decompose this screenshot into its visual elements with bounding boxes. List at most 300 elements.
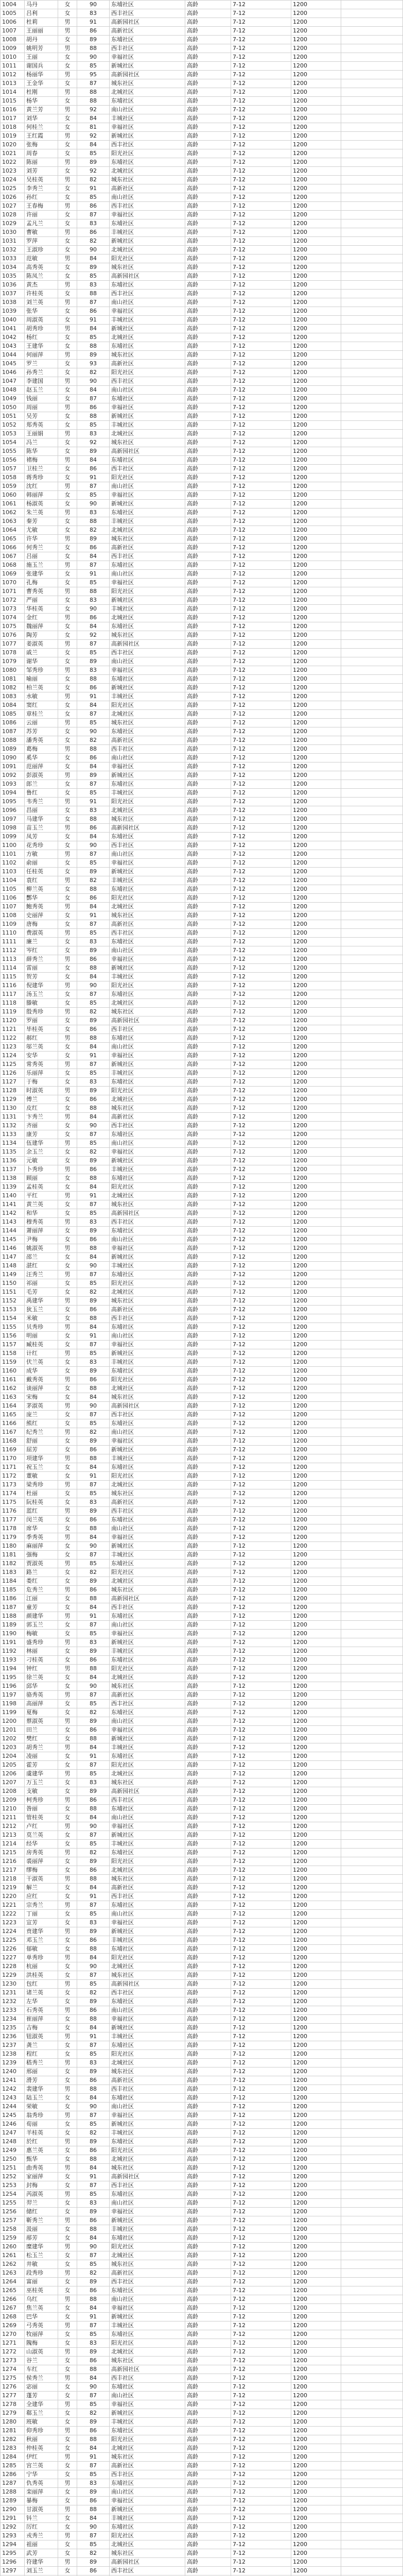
amount-cell: 1200 xyxy=(291,2374,341,2383)
row-number-cell: 1143 xyxy=(1,1218,25,1227)
gender-cell: 女 xyxy=(58,701,77,710)
community-cell: 东埔社区 xyxy=(110,727,185,736)
age-cell: 85 xyxy=(77,859,110,868)
community-cell: 阳光社区 xyxy=(110,1665,185,1673)
age-cell: 88 xyxy=(77,97,110,106)
gender-cell: 女 xyxy=(58,973,77,981)
person-name-cell: 孟凡兰 xyxy=(25,219,58,228)
age-cell: 88 xyxy=(77,2295,110,2304)
age-cell: 83 xyxy=(77,1498,110,1507)
remark-cell xyxy=(341,675,403,684)
community-cell: 新城社区 xyxy=(110,2120,185,2129)
age-cell: 92 xyxy=(77,438,110,447)
remark-cell xyxy=(341,2295,403,2304)
period-cell: 7-12 xyxy=(231,1945,291,1954)
period-cell: 7-12 xyxy=(231,2558,291,2567)
row-number-cell: 1014 xyxy=(1,88,25,97)
amount-cell: 1200 xyxy=(291,1971,341,1980)
subsidy-type-cell: 高龄 xyxy=(185,2173,231,2181)
amount-cell: 1200 xyxy=(291,1761,341,1770)
amount-cell: 1200 xyxy=(291,2059,341,2067)
person-name-cell: 吴桂英 xyxy=(25,176,58,184)
amount-cell: 1200 xyxy=(291,552,341,561)
amount-cell: 1200 xyxy=(291,2409,341,2418)
row-number-cell: 1201 xyxy=(1,1726,25,1735)
subsidy-type-cell: 高龄 xyxy=(185,342,231,351)
period-cell: 7-12 xyxy=(231,1463,291,1472)
remark-cell xyxy=(341,395,403,403)
age-cell: 86 xyxy=(77,1025,110,1034)
row-number-cell: 1221 xyxy=(1,1901,25,1910)
table-row xyxy=(1,2190,403,2199)
table-row xyxy=(1,1323,403,1332)
row-number-cell: 1128 xyxy=(1,1087,25,1095)
row-number-cell: 1045 xyxy=(1,360,25,368)
age-cell: 83 xyxy=(77,509,110,517)
row-number-cell: 1019 xyxy=(1,132,25,141)
community-cell: 西丰社区 xyxy=(110,9,185,18)
community-cell: 丰城社区 xyxy=(110,1936,185,1945)
row-number-cell: 1090 xyxy=(1,754,25,762)
row-number-cell: 1071 xyxy=(1,587,25,596)
gender-cell: 女 xyxy=(58,894,77,903)
row-number-cell: 1105 xyxy=(1,885,25,894)
subsidy-type-cell: 高龄 xyxy=(185,561,231,570)
table-row xyxy=(1,2129,403,2138)
person-name-cell: 汲丽 xyxy=(25,2225,58,2234)
amount-cell: 1200 xyxy=(291,666,341,675)
community-cell: 北城社区 xyxy=(110,246,185,255)
table-row xyxy=(1,473,403,482)
table-row xyxy=(1,1297,403,1306)
gender-cell: 女 xyxy=(58,517,77,526)
gender-cell: 女 xyxy=(58,2488,77,2497)
table-row xyxy=(1,386,403,395)
remark-cell xyxy=(341,1384,403,1393)
amount-cell: 1200 xyxy=(291,1157,341,1165)
table-row xyxy=(1,675,403,684)
community-cell: 东埔社区 xyxy=(110,1174,185,1183)
period-cell: 7-12 xyxy=(231,1989,291,1997)
community-cell: 高新园社区 xyxy=(110,447,185,456)
table-row xyxy=(1,754,403,762)
age-cell: 91 xyxy=(77,2173,110,2181)
period-cell: 7-12 xyxy=(231,1358,291,1367)
row-number-cell: 1175 xyxy=(1,1498,25,1507)
row-number-cell: 1126 xyxy=(1,1069,25,1078)
gender-cell: 女 xyxy=(58,290,77,298)
subsidy-type-cell: 高龄 xyxy=(185,246,231,255)
person-name-cell: 万玉兰 xyxy=(25,1778,58,1787)
gender-cell: 女 xyxy=(58,2540,77,2549)
period-cell: 7-12 xyxy=(231,1840,291,1849)
table-row xyxy=(1,2164,403,2173)
amount-cell: 1200 xyxy=(291,2313,341,2321)
remark-cell xyxy=(341,1235,403,1244)
period-cell: 7-12 xyxy=(231,850,291,859)
age-cell: 84 xyxy=(77,1253,110,1262)
amount-cell: 1200 xyxy=(291,999,341,1008)
period-cell: 7-12 xyxy=(231,2006,291,2015)
subsidy-type-cell: 高龄 xyxy=(185,990,231,999)
gender-cell: 男 xyxy=(58,2295,77,2304)
community-cell: 新城社区 xyxy=(110,2216,185,2225)
row-number-cell: 1245 xyxy=(1,2111,25,2120)
person-name-cell: 郑秀英 xyxy=(25,421,58,430)
amount-cell: 1200 xyxy=(291,1621,341,1630)
person-name-cell: 杨红 xyxy=(25,333,58,342)
remark-cell xyxy=(341,2348,403,2357)
gender-cell: 女 xyxy=(58,1130,77,1139)
amount-cell: 1200 xyxy=(291,473,341,482)
remark-cell xyxy=(341,263,403,272)
community-cell: 东埔社区 xyxy=(110,2383,185,2392)
amount-cell: 1200 xyxy=(291,1122,341,1130)
table-row xyxy=(1,841,403,850)
remark-cell xyxy=(341,465,403,473)
gender-cell: 女 xyxy=(58,1787,77,1796)
amount-cell: 1200 xyxy=(291,2470,341,2479)
amount-cell: 1200 xyxy=(291,526,341,535)
row-number-cell: 1268 xyxy=(1,2313,25,2321)
subsidy-type-cell: 高龄 xyxy=(185,149,231,158)
amount-cell: 1200 xyxy=(291,2129,341,2138)
gender-cell: 女 xyxy=(58,859,77,868)
community-cell: 城东社区 xyxy=(110,1104,185,1113)
table-row xyxy=(1,2400,403,2409)
row-number-cell: 1250 xyxy=(1,2155,25,2164)
gender-cell: 女 xyxy=(58,815,77,824)
community-cell: 北城社区 xyxy=(110,2348,185,2357)
person-name-cell: 祝玉兰 xyxy=(25,1463,58,1472)
remark-cell xyxy=(341,2278,403,2286)
age-cell: 92 xyxy=(77,167,110,176)
table-row xyxy=(1,2286,403,2295)
age-cell: 86 xyxy=(77,2076,110,2085)
subsidy-type-cell: 高龄 xyxy=(185,1708,231,1717)
gender-cell: 男 xyxy=(58,1349,77,1358)
table-row xyxy=(1,114,403,123)
table-row xyxy=(1,2251,403,2260)
age-cell: 90 xyxy=(77,1402,110,1411)
amount-cell: 1200 xyxy=(291,325,341,333)
person-name-cell: 姜淑英 xyxy=(25,640,58,649)
subsidy-type-cell: 高龄 xyxy=(185,806,231,815)
person-name-cell: 经华 xyxy=(25,1840,58,1849)
person-name-cell: 张建华 xyxy=(25,570,58,579)
person-name-cell: 邵兰 xyxy=(25,1253,58,1262)
period-cell: 7-12 xyxy=(231,552,291,561)
table-row xyxy=(1,1130,403,1139)
person-name-cell: 闵兰英 xyxy=(25,1516,58,1524)
person-name-cell: 曲秀英 xyxy=(25,2164,58,2173)
gender-cell: 女 xyxy=(58,999,77,1008)
period-cell: 7-12 xyxy=(231,1875,291,1884)
amount-cell: 1200 xyxy=(291,929,341,938)
person-name-cell: 宓丽 xyxy=(25,2383,58,2392)
remark-cell xyxy=(341,456,403,465)
remark-cell xyxy=(341,1665,403,1673)
amount-cell: 1200 xyxy=(291,1069,341,1078)
row-number-cell: 1049 xyxy=(1,395,25,403)
amount-cell: 1200 xyxy=(291,1016,341,1025)
remark-cell xyxy=(341,1,403,9)
gender-cell: 女 xyxy=(58,1157,77,1165)
amount-cell: 1200 xyxy=(291,430,341,438)
table-row xyxy=(1,1419,403,1428)
subsidy-type-cell: 高龄 xyxy=(185,1069,231,1078)
table-row xyxy=(1,27,403,36)
person-name-cell: 袁红 xyxy=(25,876,58,885)
gender-cell: 女 xyxy=(58,307,77,316)
community-cell: 东埔社区 xyxy=(110,1945,185,1954)
remark-cell xyxy=(341,1997,403,2006)
amount-cell: 1200 xyxy=(291,1857,341,1866)
table-row xyxy=(1,876,403,885)
remark-cell xyxy=(341,1927,403,1936)
amount-cell: 1200 xyxy=(291,1691,341,1700)
row-number-cell: 1109 xyxy=(1,920,25,929)
table-row xyxy=(1,1717,403,1726)
subsidy-type-cell: 高龄 xyxy=(185,106,231,114)
person-name-cell: 禹建华 xyxy=(25,1297,58,1306)
gender-cell: 男 xyxy=(58,1402,77,1411)
row-number-cell: 1212 xyxy=(1,1822,25,1831)
person-name-cell: 翁秀珍 xyxy=(25,2111,58,2120)
subsidy-type-cell: 高龄 xyxy=(185,1743,231,1752)
subsidy-type-cell: 高龄 xyxy=(185,1796,231,1805)
row-number-cell: 1068 xyxy=(1,561,25,570)
age-cell: 88 xyxy=(77,2225,110,2234)
subsidy-type-cell: 高龄 xyxy=(185,1901,231,1910)
community-cell: 东埔社区 xyxy=(110,456,185,465)
age-cell: 90 xyxy=(77,377,110,386)
period-cell: 7-12 xyxy=(231,824,291,833)
subsidy-type-cell: 高龄 xyxy=(185,1621,231,1630)
remark-cell xyxy=(341,1630,403,1638)
community-cell: 丰城社区 xyxy=(110,973,185,981)
gender-cell: 女 xyxy=(58,1095,77,1104)
community-cell: 新城社区 xyxy=(110,1831,185,1840)
age-cell: 84 xyxy=(77,2234,110,2243)
person-name-cell: 伏兰英 xyxy=(25,1358,58,1367)
period-cell: 7-12 xyxy=(231,149,291,158)
community-cell: 北城社区 xyxy=(110,806,185,815)
gender-cell: 女 xyxy=(58,1997,77,2006)
person-name-cell: 伍建华 xyxy=(25,1139,58,1148)
amount-cell: 1200 xyxy=(291,684,341,692)
table-row xyxy=(1,2470,403,2479)
row-number-cell: 1027 xyxy=(1,202,25,211)
gender-cell: 女 xyxy=(58,1708,77,1717)
row-number-cell: 1265 xyxy=(1,2286,25,2295)
age-cell: 89 xyxy=(77,1857,110,1866)
row-number-cell: 1253 xyxy=(1,2181,25,2190)
community-cell: 南山社区 xyxy=(110,2103,185,2111)
age-cell: 84 xyxy=(77,622,110,631)
person-name-cell: 柯秀珍 xyxy=(25,1796,58,1805)
amount-cell: 1200 xyxy=(291,2462,341,2470)
subsidy-type-cell: 高龄 xyxy=(185,1165,231,1174)
person-name-cell: 葛梅 xyxy=(25,745,58,754)
period-cell: 7-12 xyxy=(231,141,291,149)
remark-cell xyxy=(341,1743,403,1752)
remark-cell xyxy=(341,1752,403,1761)
row-number-cell: 1069 xyxy=(1,570,25,579)
community-cell: 幸福社区 xyxy=(110,955,185,964)
row-number-cell: 1197 xyxy=(1,1691,25,1700)
amount-cell: 1200 xyxy=(291,2067,341,2076)
remark-cell xyxy=(341,1192,403,1200)
person-name-cell: 臧桂英 xyxy=(25,1341,58,1349)
row-number-cell: 1028 xyxy=(1,211,25,219)
period-cell: 7-12 xyxy=(231,44,291,53)
gender-cell: 女 xyxy=(58,649,77,657)
row-number-cell: 1152 xyxy=(1,1297,25,1306)
age-cell: 89 xyxy=(77,1577,110,1586)
subsidy-type-cell: 高龄 xyxy=(185,2243,231,2251)
age-cell: 84 xyxy=(77,1533,110,1542)
subsidy-type-cell: 高龄 xyxy=(185,491,231,500)
amount-cell: 1200 xyxy=(291,1603,341,1612)
row-number-cell: 1108 xyxy=(1,911,25,920)
gender-cell: 女 xyxy=(58,1595,77,1603)
person-name-cell: 储红 xyxy=(25,2208,58,2216)
remark-cell xyxy=(341,1849,403,1857)
period-cell: 7-12 xyxy=(231,377,291,386)
community-cell: 幸福社区 xyxy=(110,2400,185,2409)
remark-cell xyxy=(341,2435,403,2444)
amount-cell: 1200 xyxy=(291,491,341,500)
period-cell: 7-12 xyxy=(231,2435,291,2444)
subsidy-type-cell: 高龄 xyxy=(185,666,231,675)
row-number-cell: 1199 xyxy=(1,1708,25,1717)
row-number-cell: 1092 xyxy=(1,771,25,780)
table-row xyxy=(1,1060,403,1069)
row-number-cell: 1216 xyxy=(1,1857,25,1866)
remark-cell xyxy=(341,736,403,745)
gender-cell: 男 xyxy=(58,132,77,141)
amount-cell: 1200 xyxy=(291,368,341,377)
age-cell: 85 xyxy=(77,1279,110,1288)
community-cell: 幸福社区 xyxy=(110,1052,185,1060)
amount-cell: 1200 xyxy=(291,255,341,263)
age-cell: 85 xyxy=(77,1419,110,1428)
table-row xyxy=(1,1560,403,1568)
community-cell: 幸福社区 xyxy=(110,2111,185,2120)
age-cell: 88 xyxy=(77,745,110,754)
age-cell: 90 xyxy=(77,1542,110,1551)
row-number-cell: 1086 xyxy=(1,719,25,727)
subsidy-type-cell: 高龄 xyxy=(185,1279,231,1288)
table-row xyxy=(1,1787,403,1796)
table-row xyxy=(1,1997,403,2006)
age-cell: 87 xyxy=(77,1481,110,1489)
table-row xyxy=(1,1822,403,1831)
person-name-cell: 吉梅 xyxy=(25,2024,58,2032)
amount-cell: 1200 xyxy=(291,9,341,18)
amount-cell: 1200 xyxy=(291,815,341,824)
table-row xyxy=(1,1314,403,1323)
person-name-cell: 戴秀英 xyxy=(25,1376,58,1384)
person-name-cell: 彭淑英 xyxy=(25,771,58,780)
community-cell: 阳光社区 xyxy=(110,1472,185,1481)
community-cell: 东埔社区 xyxy=(110,1078,185,1087)
age-cell: 91 xyxy=(77,2313,110,2321)
amount-cell: 1200 xyxy=(291,2453,341,2462)
community-cell: 北城社区 xyxy=(110,2059,185,2067)
period-cell: 7-12 xyxy=(231,1796,291,1805)
remark-cell xyxy=(341,2103,403,2111)
period-cell: 7-12 xyxy=(231,88,291,97)
period-cell: 7-12 xyxy=(231,193,291,202)
age-cell: 91 xyxy=(77,798,110,806)
age-cell: 85 xyxy=(77,1980,110,1989)
remark-cell xyxy=(341,2208,403,2216)
community-cell: 高新园社区 xyxy=(110,1980,185,1989)
person-name-cell: 毛芳 xyxy=(25,1288,58,1297)
gender-cell: 女 xyxy=(58,1200,77,1209)
remark-cell xyxy=(341,1481,403,1489)
person-name-cell: 施玉兰 xyxy=(25,561,58,570)
remark-cell xyxy=(341,999,403,1008)
gender-cell: 女 xyxy=(58,1656,77,1665)
amount-cell: 1200 xyxy=(291,106,341,114)
row-number-cell: 1041 xyxy=(1,325,25,333)
table-row xyxy=(1,1577,403,1586)
person-name-cell: 陶芳 xyxy=(25,631,58,640)
remark-cell xyxy=(341,2225,403,2234)
row-number-cell: 1056 xyxy=(1,456,25,465)
remark-cell xyxy=(341,1866,403,1875)
subsidy-type-cell: 高龄 xyxy=(185,2208,231,2216)
period-cell: 7-12 xyxy=(231,789,291,798)
person-name-cell: 项建华 xyxy=(25,1454,58,1463)
person-name-cell: 娄红 xyxy=(25,1577,58,1586)
gender-cell: 女 xyxy=(58,1078,77,1087)
remark-cell xyxy=(341,2304,403,2313)
remark-cell xyxy=(341,2190,403,2199)
row-number-cell: 1198 xyxy=(1,1700,25,1708)
community-cell: 东埔社区 xyxy=(110,2234,185,2243)
age-cell: 87 xyxy=(77,1901,110,1910)
table-row xyxy=(1,2453,403,2462)
row-number-cell: 1009 xyxy=(1,44,25,53)
table-row xyxy=(1,605,403,614)
period-cell: 7-12 xyxy=(231,1244,291,1253)
remark-cell xyxy=(341,1919,403,1927)
age-cell: 91 xyxy=(77,1612,110,1621)
period-cell: 7-12 xyxy=(231,1341,291,1349)
gender-cell: 男 xyxy=(58,2479,77,2488)
period-cell: 7-12 xyxy=(231,473,291,482)
person-name-cell: 谈丽萍 xyxy=(25,1384,58,1393)
row-number-cell: 1048 xyxy=(1,386,25,395)
subsidy-type-cell: 高龄 xyxy=(185,2479,231,2488)
age-cell: 88 xyxy=(77,44,110,53)
period-cell: 7-12 xyxy=(231,1279,291,1288)
row-number-cell: 1051 xyxy=(1,412,25,421)
community-cell: 幸福社区 xyxy=(110,1244,185,1253)
table-row xyxy=(1,1691,403,1700)
row-number-cell: 1065 xyxy=(1,535,25,544)
row-number-cell: 1020 xyxy=(1,141,25,149)
row-number-cell: 1096 xyxy=(1,806,25,815)
amount-cell: 1200 xyxy=(291,1577,341,1586)
remark-cell xyxy=(341,219,403,228)
row-number-cell: 1159 xyxy=(1,1358,25,1367)
gender-cell: 女 xyxy=(58,97,77,106)
